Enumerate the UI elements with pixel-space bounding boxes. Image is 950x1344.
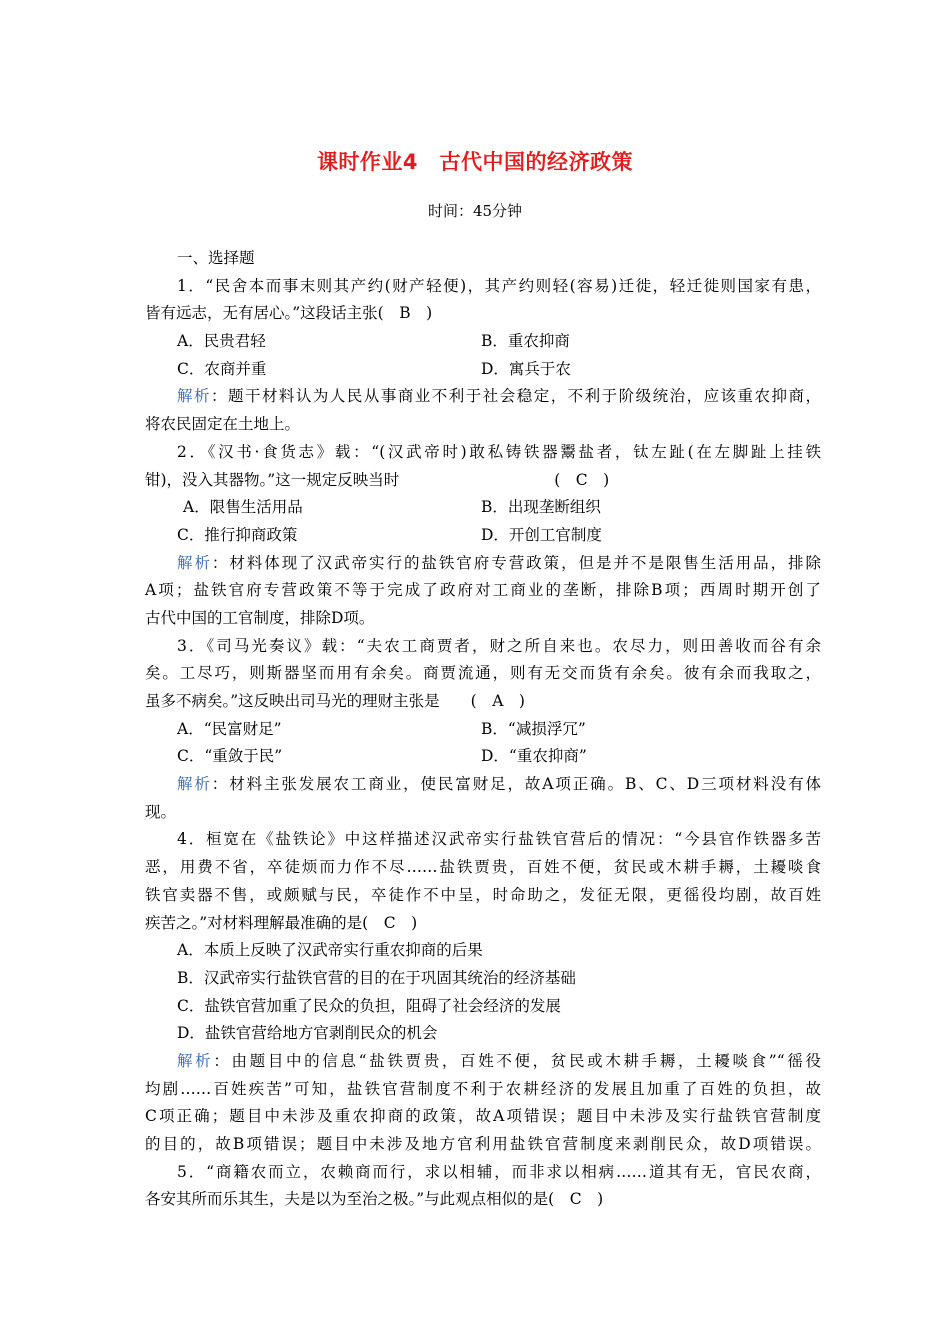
question-3-line-2: 矣。工尽巧，则斯器坚而用有余矣。商贾流通，则有无交而货有余矣。彼有余而我取之， (145, 664, 821, 683)
question-4-analysis-line-2: 均剧……百姓疾苦”可知，盐铁官营制度不利于农耕经济的发展且加重了百姓的负担，故 (145, 1079, 821, 1098)
option-d: D．“重农抑商” (481, 747, 587, 766)
question-4-analysis-line-1: 解析：由题目中的信息“盐铁贾贵，百姓不便，贫民或木耕手耨，土耰啖食”“徭役 (177, 1051, 821, 1070)
option-a: A．限售生活用品 (183, 498, 303, 517)
question-2-analysis-line-1: 解析：材料体现了汉武帝实行的盐铁官府专营政策，但是并不是限售生活用品，排除 (177, 553, 821, 572)
analysis-label: 解析 (177, 387, 211, 406)
question-1-options-cd (145, 356, 821, 384)
question-3-options-ab (145, 716, 821, 744)
analysis-label: 解析 (177, 775, 212, 794)
question-4-analysis-line-3: C项正确；题目中未涉及重农抑商的政策，故A项错误；题目中未涉及实行盐铁官营制度 (145, 1107, 821, 1126)
question-1-analysis-line-1: 解析：题干材料认为人民从事商业不利于社会稳定，不利于阶级统治，应该重农抑商， (177, 387, 821, 406)
question-1-options-ab (145, 328, 821, 356)
question-2-line-2: 钳)，没入其器物。”这一规定反映当时 ( C ) (145, 470, 610, 489)
question-4-line-4: 疾苦之。”对材料理解最准确的是( C ) (145, 913, 418, 932)
option-d: D．盐铁官营给地方官剥削民众的机会 (177, 1024, 438, 1043)
question-1-line-1: 1．“民舍本而事末则其产约(财产轻便)，其产约则轻(容易)迁徙，轻迁徙则国家有患， (177, 276, 821, 295)
question-4-line-1: 4．桓宽在《盐铁论》中这样描述汉武帝实行盐铁官营后的情况：“今县官作铁器多苦 (177, 830, 821, 849)
question-2-options-ab (145, 494, 821, 522)
option-c: C．推行抑商政策 (177, 525, 298, 544)
question-2-options-cd (145, 522, 821, 550)
option-c: C．盐铁官营加重了民众的负担，阻碍了社会经济的发展 (177, 996, 561, 1015)
question-3-line-3: 虽多不病矣。”这反映出司马光的理财主张是 ( A ) (145, 692, 525, 710)
option-a: A．“民富财足” (177, 719, 282, 738)
option-b: B．重农抑商 (481, 332, 570, 351)
question-4-line-2: 恶，用费不省，卒徒烦而力作不尽……盐铁贾贵，百姓不便，贫民或木耕手耨，土耰啖食 (145, 858, 821, 877)
option-b: B．汉武帝实行盐铁官营的目的在于巩固其统治的经济基础 (177, 968, 576, 987)
question-4-analysis-line-4: 的目的，故B项错误；题目中未涉及地方官利用盐铁官营制度来剥削民众，故D项错误。 (145, 1135, 821, 1153)
option-a: A．民贵君轻 (177, 332, 266, 351)
time-limit: 时间：45分钟 (427, 202, 523, 220)
question-2-analysis-line-3: 古代中国的工官制度，排除D项。 (145, 608, 375, 627)
question-3-analysis-line-1: 解析：材料主张发展农工商业，使民富财足，故A项正确。B、C、D三项材料没有体 (177, 775, 821, 794)
option-c: C．“重敛于民” (177, 747, 283, 766)
section-heading: 一、选择题 (177, 249, 255, 267)
option-b: B．出现垄断组织 (481, 498, 601, 517)
option-d: D．开创工官制度 (481, 525, 602, 544)
question-1-analysis-line-2: 将农民固定在土地上。 (145, 415, 301, 434)
analysis-label: 解析 (177, 553, 212, 572)
question-3-line-1: 3．《司马光奏议》载：“夫农工商贾者，财之所自来也。农尽力，则田善收而谷有余 (177, 636, 821, 655)
question-5-line-2: 各安其所而乐其生，夫是以为至治之极。”与此观点相似的是( C ) (145, 1190, 604, 1209)
question-4-line-3: 铁官卖器不售，或颇赋与民，卒徒作不中呈，时命助之，发征无限，更徭役均剧，故百姓 (145, 885, 821, 904)
option-a: A．本质上反映了汉武帝实行重农抑商的后果 (177, 941, 483, 960)
question-2-line-1: 2．《汉书·食货志》载：“(汉武帝时)敢私铸铁器鬻盐者，钛左趾(在左脚趾上挂铁 (177, 442, 821, 461)
question-1-line-2: 皆有远志，无有居心。”这段话主张( B ) (145, 304, 433, 323)
question-5-line-1: 5．“商籍农而立，农赖商而行，求以相辅，而非求以相病……道其有无，官民农商， (177, 1162, 821, 1181)
analysis-label: 解析 (177, 1051, 214, 1070)
question-2-analysis-line-2: A项；盐铁官府专营政策不等于完成了政府对工商业的垄断，排除B项；西周时期开创了 (145, 581, 821, 600)
question-3-analysis-line-2: 现。 (145, 802, 177, 821)
question-3-options-cd (145, 743, 821, 771)
option-d: D．寓兵于农 (481, 359, 571, 378)
page-title: 课时作业4 古代中国的经济政策 (316, 150, 634, 174)
option-c: C．农商并重 (177, 359, 267, 378)
content (145, 245, 821, 1214)
option-b: B．“减损浮冗” (481, 719, 586, 738)
